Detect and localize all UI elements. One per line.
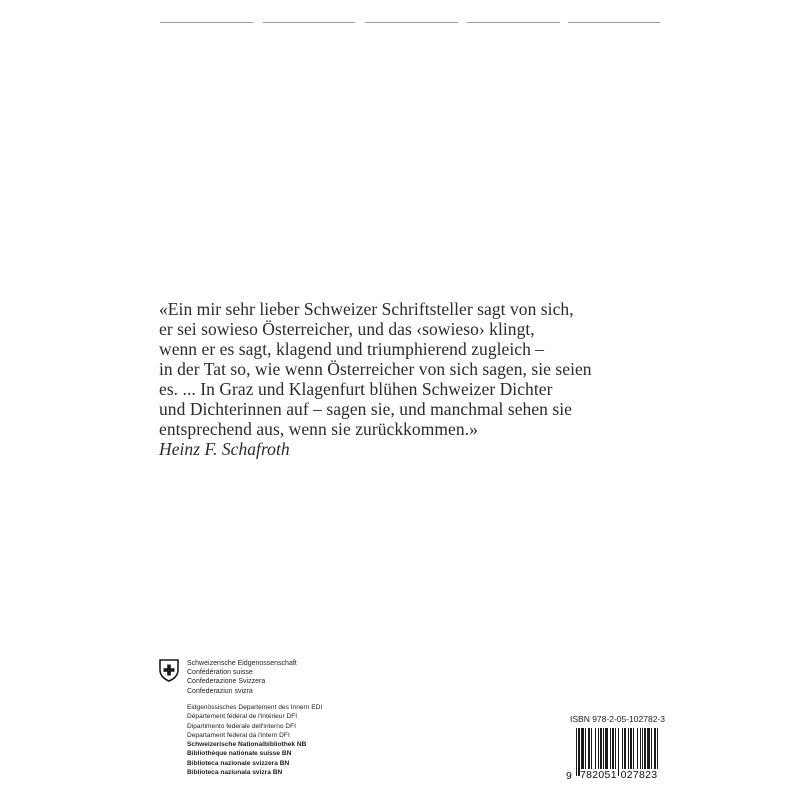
quote-line: «Ein mir sehr lieber Schweizer Schriftsteller sagt von sich, (159, 299, 574, 319)
swiss-coat-of-arms-icon (159, 659, 179, 682)
barcode-bar (600, 728, 602, 770)
barcode-bar (605, 728, 608, 770)
header-rules (160, 22, 660, 26)
barcode-bar (633, 728, 634, 770)
barcode-bar (647, 728, 650, 770)
barcode-bar (615, 728, 616, 770)
barcode-bar (622, 728, 623, 770)
department-line: Departament federal da l'intern DFI (187, 731, 290, 739)
barcode-first-digit: 9 (566, 770, 572, 782)
confederation-line: Confederaziun svizra (187, 687, 253, 695)
barcode-bar (588, 728, 590, 770)
barcode-right-digits: 027823 (620, 769, 658, 781)
header-rule-5 (568, 22, 660, 23)
quote-line: es. ... In Graz und Klagenfurt blühen Schweizer Dichter (159, 379, 553, 399)
barcode-bar (628, 728, 629, 770)
header-rule-4 (467, 22, 560, 23)
isbn-barcode (566, 728, 662, 782)
quote-line: entsprechend aus, wenn sie zurückkommen.» (159, 419, 478, 439)
department-line: Département fédéral de l'intérieur DFI (187, 713, 298, 721)
barcode-bar (644, 728, 646, 770)
confederation-line: Confederazione Svizzera (187, 678, 266, 686)
barcode-bar (630, 728, 632, 770)
library-line: Biblioteca naziunala svizra BN (187, 769, 283, 777)
library-line: Schweizerische Nationalbibliothek NB (187, 741, 307, 749)
confederation-line: Schweizerische Eidgenossenschaft (187, 660, 297, 667)
barcode-bar (576, 728, 577, 776)
confederation-line: Confédération suisse (187, 669, 253, 677)
header-rule-1 (160, 22, 253, 23)
barcode-bar (581, 728, 584, 770)
header-rule-3 (365, 22, 458, 23)
department-line: Dipartimento federale dell'interno DFI (187, 722, 297, 730)
quote-line: wenn er es sagt, klagend und triumphierend zugleich – (159, 339, 545, 359)
confederation-names (187, 659, 297, 696)
barcode-bar (598, 728, 599, 770)
barcode-bar (651, 728, 652, 770)
library-line: Biblioteca nazionale svizzera BN (187, 759, 290, 767)
blurb-quote (159, 299, 639, 459)
barcode-bar (585, 728, 586, 770)
barcode-bar (637, 728, 638, 770)
barcode-left-digits: 782051 (580, 769, 617, 781)
barcode-bar (595, 728, 596, 770)
barcode-bar (618, 728, 619, 776)
barcode-bar (624, 728, 626, 770)
barcode-bar (610, 728, 611, 770)
barcode-bar (657, 728, 658, 770)
barcode-bar (612, 728, 614, 770)
quote-line: und Dichterinnen auf – sagen sie, und manchmal sehen sie (159, 399, 572, 419)
quote-author: Heinz F. Schafroth (159, 439, 290, 459)
barcode-bar (640, 728, 641, 770)
barcode-bar (603, 728, 604, 770)
barcode-bar (642, 728, 643, 770)
isbn-label: ISBN 978-2-05-102782-3 (570, 714, 665, 724)
barcode-bar (654, 728, 656, 770)
barcode-bar (591, 728, 592, 770)
header-rule-2 (263, 22, 355, 23)
department-line: Eidgenössisches Departement des Innern EDI (187, 704, 323, 711)
department-block (187, 703, 322, 777)
quote-line: in der Tat so, wie wenn Österreicher von sich sagen, sie seien (159, 359, 592, 379)
quote-line: er sei sowieso Österreicher, und das ‹sowieso› klingt, (159, 319, 535, 339)
library-line: Bibliothèque nationale suisse BN (187, 750, 292, 758)
